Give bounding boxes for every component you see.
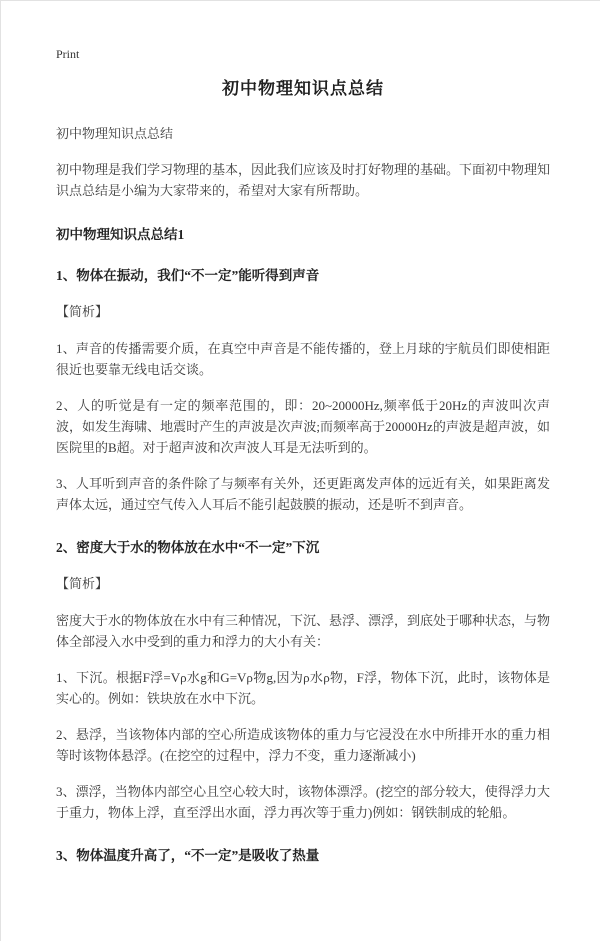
topic-2-heading: 2、密度大于水的物体放在水中“不一定”下沉 — [56, 540, 320, 555]
topic-3-heading: 3、物体温度升高了，“不一定”是吸收了热量 — [56, 848, 320, 863]
section-title: 初中物理知识点总结1 — [56, 227, 185, 242]
topic-2-paragraph-3: 2、悬浮，当该物体内部的空心所造成该物体的重力与它浸没在水中所排开水的重力相等时该物体悬浮。(在挖空的过程中，浮力不变，重力逐渐减小) — [56, 727, 550, 763]
topic-1-paragraph-3: 3、人耳听到声音的条件除了与频率有关外，还更距离发声体的远近有关，如果距离发声体太远，通过空气传入人耳后不能引起鼓膜的振动，还是听不到声音。 — [56, 476, 550, 512]
topic-1-brief-label: 【简析】 — [56, 304, 109, 319]
topic-1-heading: 1、物体在振动，我们“不一定”能听得到声音 — [56, 268, 320, 283]
topic-2-brief-label: 【简析】 — [56, 576, 109, 591]
topic-2-paragraph-1: 密度大于水的物体放在水中有三种情况，下沉、悬浮、漂浮，到底处于哪种状态，与物体全部浸入水中受到的重力和浮力的大小有关： — [56, 613, 551, 649]
topic-1-paragraph-1: 1、声音的传播需要介质，在真空中声音是不能传播的，登上月球的宇航员们即使相距很近也要靠无线电话交谈。 — [56, 341, 550, 377]
topic-2-paragraph-2: 1、下沉。根据F浮=Vρ水g和G=Vρ物g,因为ρ水ρ物，F浮，物体下沉，此时，该物体是实心的。例如：铁块放在水中下沉。 — [56, 670, 550, 706]
topic-1-paragraph-2: 2、人的听觉是有一定的频率范围的，即：20~20000Hz,频率低于20Hz的声波叫次声波，如发生海啸、地震时产生的声波是次声波;而频率高于20000Hz的声波是超声波，如医院里的B超。对于超声波和次声波人耳是无法听到的。 — [56, 398, 550, 455]
topic-2-paragraph-4: 3、漂浮，当物体内部空心且空心较大时，该物体漂浮。(挖空的部分较大，使得浮力大于重力，物体上浮，直至浮出水面，浮力再次等于重力)例如：钢铁制成的轮船。 — [56, 784, 550, 820]
page-title: 初中物理知识点总结 — [222, 79, 384, 98]
intro-paragraph: 初中物理是我们学习物理的基本，因此我们应该及时打好物理的基础。下面初中物理知识点总结是小编为大家带来的，希望对大家有所帮助。 — [56, 162, 551, 198]
document-subtitle: 初中物理知识点总结 — [56, 126, 174, 141]
print-button[interactable]: Print — [56, 47, 80, 61]
